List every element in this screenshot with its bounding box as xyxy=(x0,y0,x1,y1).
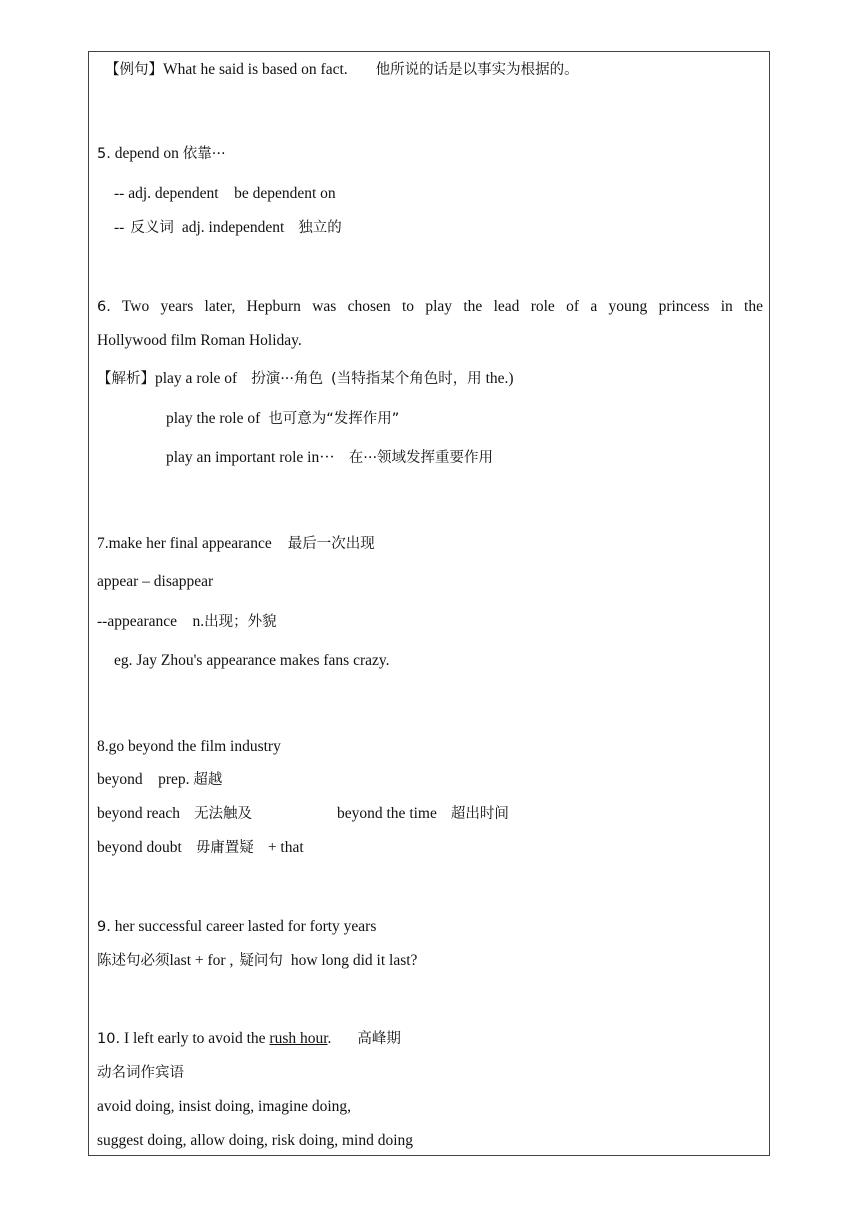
item9-title: 9. her successful career lasted for forty years xyxy=(97,918,377,935)
item6-analysis-1: 【解析】play a role of 扮演···角色 (当特指某个角色时，用 the.) xyxy=(97,370,514,387)
item6-analysis-3: play an important role in··· 在···领域发挥重要作用 xyxy=(166,449,494,466)
item5-line1: -- adj. dependent be dependent on xyxy=(114,185,336,202)
item5-line2: -- 反义词 adj. independent 独立的 xyxy=(114,219,342,236)
item10-line2: avoid doing, insist doing, imagine doing, xyxy=(97,1098,352,1115)
item10-line1: 动名词作宾语 xyxy=(97,1065,184,1081)
example-en: What he said is based on fact. xyxy=(163,61,348,78)
item6-sentence-line1: 6. Two years later, Hepburn was chosen to play the lead role of a young princess in the xyxy=(97,298,763,315)
item8-title: 8.go beyond the film industry xyxy=(97,738,281,755)
item5-title: 5. depend on 依靠··· xyxy=(97,145,226,162)
item10-title: 10. I left early to avoid the rush hour. 高峰期 xyxy=(97,1030,401,1047)
item8-line1: beyond prep. 超越 xyxy=(97,771,223,788)
example-sentence xyxy=(105,60,579,80)
item7-line1: appear – disappear xyxy=(97,573,214,590)
item6-analysis-2: play the role of 也可意为“发挥作用” xyxy=(166,410,400,427)
item8-line3: beyond doubt 毋庸置疑 + that xyxy=(97,839,304,856)
item7-title: 7.make her final appearance 最后一次出现 xyxy=(97,535,375,552)
item8-line2-b: beyond the time 超出时间 xyxy=(337,805,509,822)
rush-hour-underlined: rush hour xyxy=(269,1030,328,1047)
example-label: 【例句】 xyxy=(105,62,163,78)
item10-line3: suggest doing, allow doing, risk doing, mind doing xyxy=(97,1132,414,1149)
content-table-cell xyxy=(88,51,770,1156)
item8-line2: beyond reach 无法触及 xyxy=(97,805,253,822)
example-cn: 他所说的话是以事实为根据的。 xyxy=(375,62,579,78)
item7-example: eg. Jay Zhou's appearance makes fans crazy. xyxy=(114,652,390,669)
item7-line2: --appearance n.出现；外貌 xyxy=(97,613,277,630)
item9-line1: 陈述句必须last + for , 疑问句 how long did it last? xyxy=(97,952,418,969)
item6-sentence-line2: Hollywood film Roman Holiday. xyxy=(97,332,302,349)
